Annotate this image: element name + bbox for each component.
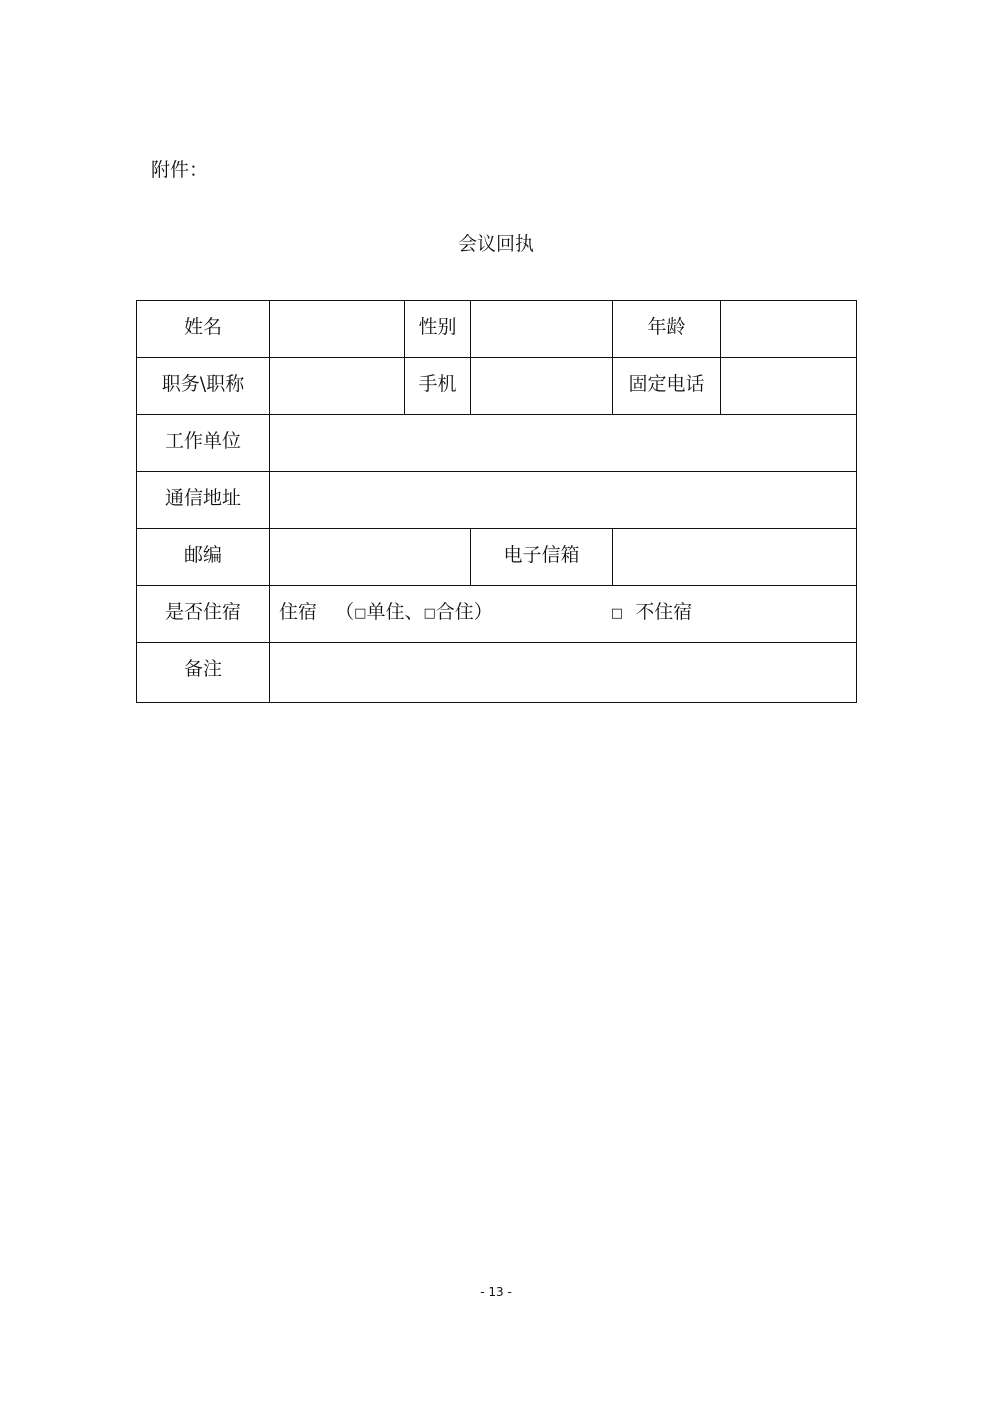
postcode-field[interactable] [270,529,471,586]
table-row [137,472,857,529]
single-checkbox[interactable]: □ [354,605,367,621]
gender-label: 性别 [405,301,471,358]
shared-checkbox[interactable]: □ [423,605,436,621]
close-paren: ） [473,601,493,623]
workplace-field[interactable] [270,415,857,472]
form-title: 会议回执 [457,233,534,255]
table-row [137,643,857,703]
remarks-label: 备注 [137,643,270,703]
name-field[interactable] [270,301,405,358]
age-field[interactable] [721,301,857,358]
table-row [137,301,857,358]
table-row [137,529,857,586]
no-lodging-option [611,597,692,624]
workplace-label: 工作单位 [137,415,270,472]
mobile-field[interactable] [471,358,613,415]
age-label: 年龄 [613,301,721,358]
table-row [137,586,857,643]
address-field[interactable] [270,472,857,529]
landline-label: 固定电话 [613,358,721,415]
email-field[interactable] [613,529,857,586]
gender-field[interactable] [471,301,613,358]
lodging-label: 是否住宿 [137,586,270,643]
landline-field[interactable] [721,358,857,415]
address-label: 通信地址 [137,472,270,529]
page-number: - 13 - [480,1285,512,1299]
shared-option-label: 合住 [435,601,474,623]
position-field[interactable] [270,358,405,415]
postcode-label: 邮编 [137,529,270,586]
no-lodging-checkbox[interactable]: □ [610,605,624,621]
attachment-label: 附件： [151,159,209,181]
mobile-label: 手机 [405,358,471,415]
email-label: 电子信箱 [471,529,613,586]
table-row [137,358,857,415]
meeting-receipt-table [136,300,857,703]
lodging-stay-label: 住宿 [279,601,318,623]
name-label: 姓名 [137,301,270,358]
lodging-options [270,586,857,643]
position-label: 职务\职称 [137,358,270,415]
no-lodging-label: 不住宿 [635,601,693,623]
single-option-label: 单住、 [366,601,424,623]
remarks-field[interactable] [270,643,857,703]
table-row [137,415,857,472]
open-paren: （ [335,601,355,623]
